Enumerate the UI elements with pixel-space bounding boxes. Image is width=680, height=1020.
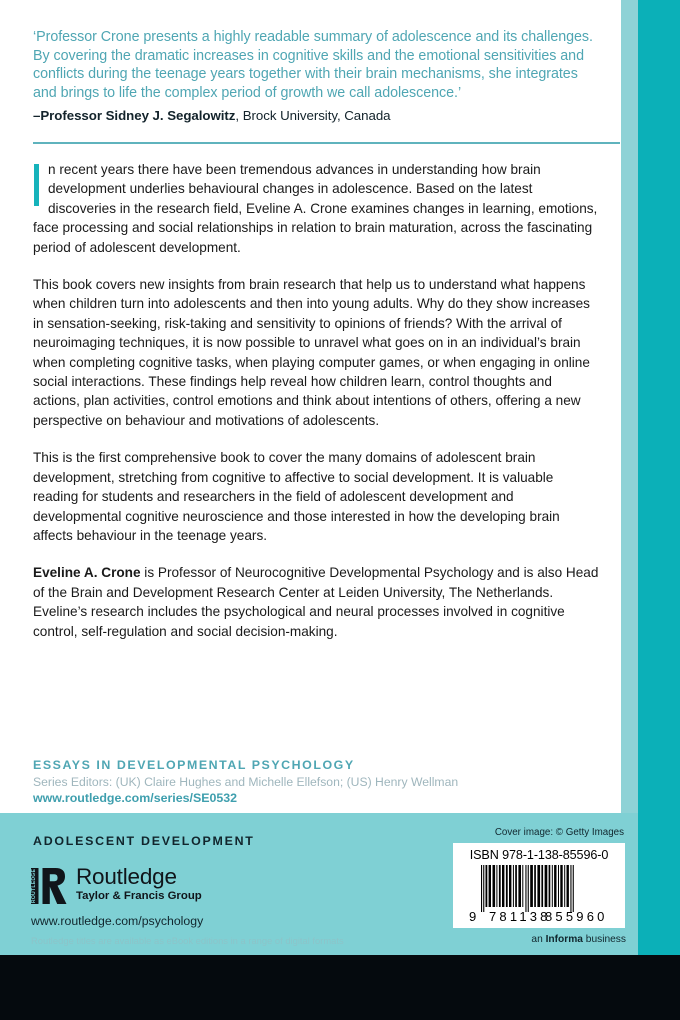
informa-prefix: an bbox=[531, 934, 546, 945]
isbn-barcode-icon bbox=[463, 865, 615, 923]
publisher-tagline: Taylor & Francis Group bbox=[76, 890, 202, 902]
author-name: Eveline A. Crone bbox=[33, 565, 141, 581]
endorsement-attribution-name: –Professor Sidney J. Segalowitz bbox=[33, 108, 236, 124]
series-url-link[interactable]: www.routledge.com/series/SE0532 bbox=[33, 791, 238, 805]
series-title: ESSAYS IN DEVELOPMENTAL PSYCHOLOGY bbox=[33, 758, 355, 772]
blurb-paragraph-3: This is the first comprehensive book to cover the many domains of adolescent brain development, stretching from cognitive to affective to social development. It is valuable reading for students and researchers in the field of adolescent development and developmental cognitive neuroscience and those interested in how the developing brain affects behaviour in the teenage years. bbox=[33, 450, 560, 543]
endorsement-quote-block bbox=[33, 28, 603, 125]
informa-suffix: business bbox=[582, 934, 626, 945]
endorsement-attribution-affiliation: , Brock University, Canada bbox=[235, 108, 391, 124]
blurb-paragraph-2: This book covers new insights from brain research that help us to understand what happens when children turn into adolescents and then into young adults. Why do they show increases in sensation-seeking, risk-taking and sensitivity to opinions of friends? With the arrival of neuroimaging techniques, it is now possible to unravel what goes on in an individual’s brain when completing cognitive tasks, when playing computer games, or when engaging in online social interactions. These findings help reveal how children learn, control thoughts and actions, plan activities, control emotions and think about intentions of others, offering a new perspective on behaviour and motivations of adolescents. bbox=[33, 277, 590, 428]
drop-cap-initial bbox=[34, 164, 39, 206]
endorsement-attribution bbox=[33, 107, 603, 125]
blurb-body bbox=[33, 160, 601, 641]
author-bio-paragraph bbox=[33, 563, 601, 641]
bottom-black-bar bbox=[0, 955, 680, 1020]
ebook-availability-note: Routledge titles are available as eBook editions in a range of digital formats bbox=[31, 935, 344, 946]
barcode-digits-group-2: 855960 bbox=[545, 909, 608, 923]
blurb-paragraph-1 bbox=[33, 160, 601, 257]
publisher-name: Routledge bbox=[76, 864, 177, 889]
isbn-number-label: ISBN 978-1-138-85596-0 bbox=[469, 848, 609, 862]
blurb-paragraph-1-text: n recent years there have been tremendous advances in understanding how brain development underlies behavioural changes in adolescence. Based on the latest discoveries in the research field, Eveline A. Crone examines changes in learning, emotions, face processing and social relationships in relation to brain maturation, across the fascinating period of adolescent development. bbox=[33, 162, 598, 255]
author-bio-text: is Professor of Neurocognitive Developmental Psychology and is also Head of the Brain and Development Research Center at Leiden University, The Netherlands. Eveline’s research includes the psychological and neural processes involved in cognitive control, self-regulation and social decision-making. bbox=[33, 565, 599, 639]
routledge-logo-mark-icon bbox=[31, 866, 69, 906]
cover-image-credit: Cover image: © Getty Images bbox=[494, 827, 624, 838]
series-editors: Series Editors: (UK) Claire Hughes and Michelle Ellefson; (US) Henry Wellman bbox=[33, 775, 459, 789]
barcode-digits-group-1: 781138 bbox=[489, 909, 551, 923]
endorsement-quote-text: ‘Professor Crone presents a highly readable summary of adolescence and its challenges. By covering the dramatic increases in cognitive skills and the emotional sensitivities and conflicts during the teenage years together with their brain mechanisms, she integrates and brings to life the complex period of growth we call adolescence.’ bbox=[33, 29, 593, 101]
informa-name: Informa bbox=[545, 934, 583, 945]
category-label: ADOLESCENT DEVELOPMENT bbox=[33, 834, 255, 848]
routledge-logo-wordmark bbox=[76, 865, 202, 903]
routledge-logo bbox=[31, 866, 202, 906]
spine-light-strip bbox=[621, 0, 638, 955]
barcode-digit-left: 9 bbox=[469, 909, 477, 923]
isbn-barcode-box bbox=[453, 843, 625, 928]
publisher-url-link[interactable]: www.routledge.com/psychology bbox=[31, 914, 204, 928]
spine-teal-strip bbox=[638, 0, 680, 955]
series-block bbox=[33, 758, 553, 805]
informa-business-note bbox=[531, 934, 626, 945]
horizontal-divider-rule bbox=[33, 142, 620, 144]
svg-text:ROUTLEDGE: ROUTLEDGE bbox=[31, 868, 37, 904]
